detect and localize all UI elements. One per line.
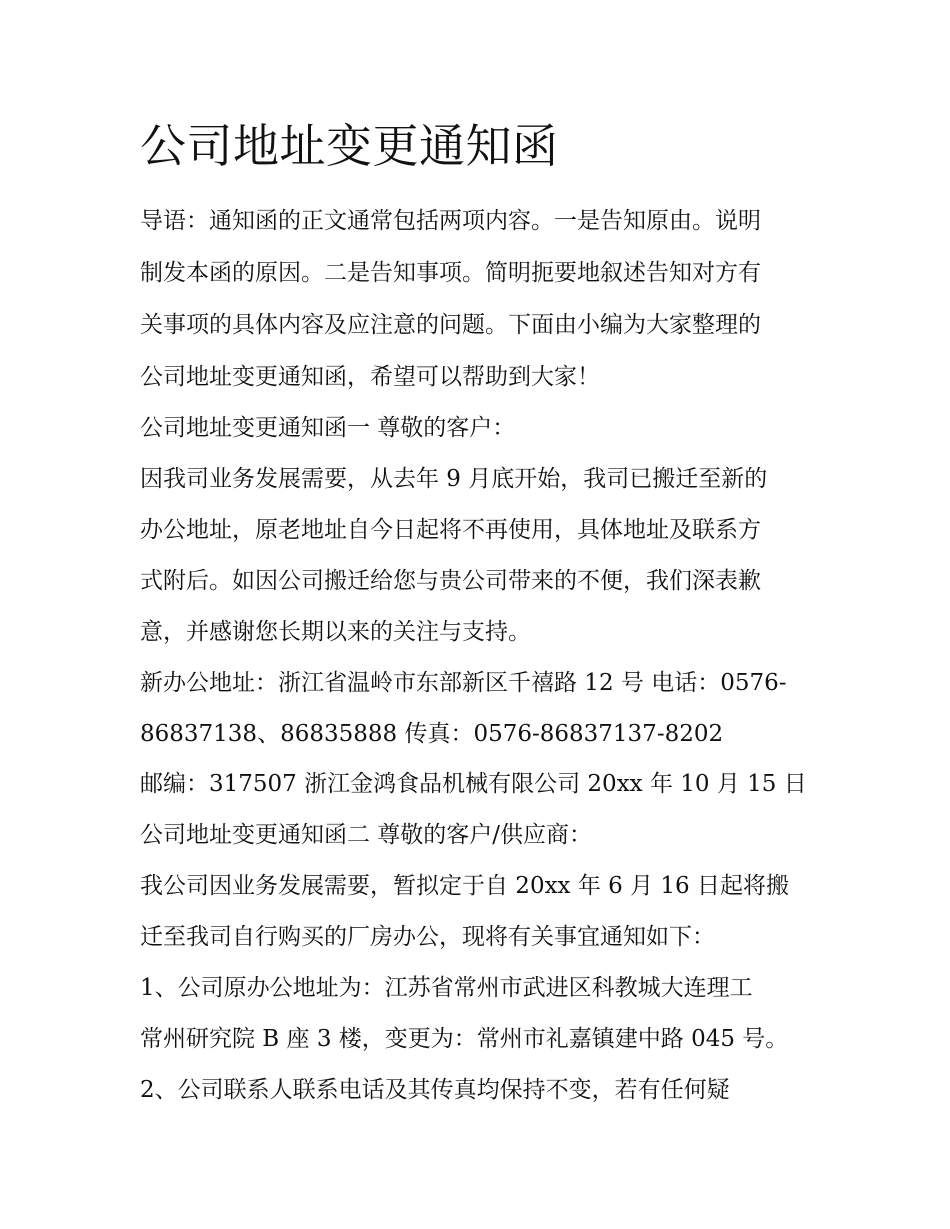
letter-one-body-line-2: 办公地址，原老地址自今日起将不再使用，具体地址及联系方 xyxy=(140,517,761,543)
intro-line-1: 导语：通知函的正文通常包括两项内容。一是告知原由。说明 xyxy=(140,208,761,234)
document-title: 公司地址变更通知函 xyxy=(140,119,559,173)
letter-one-body-line-4: 意，并感谢您长期以来的关注与支持。 xyxy=(140,619,531,645)
letter-one-heading: 公司地址变更通知函一 尊敬的客户： xyxy=(140,415,516,441)
letter-two-item-1-line-2: 常州研究院 B 座 3 楼，变更为：常州市礼嘉镇建中路 045 号。 xyxy=(140,1026,789,1052)
letter-one-body-line-3: 式附后。如因公司搬迁给您与贵公司带来的不便，我们深表歉 xyxy=(140,568,761,594)
letter-two-heading: 公司地址变更通知函二 尊敬的客户/供应商： xyxy=(140,822,593,848)
letter-one-signature-line: 邮编：317507 浙江金鸿食品机械有限公司 20xx 年 10 月 15 日 xyxy=(140,771,807,797)
letter-two-body-line-2: 迁至我司自行购买的厂房办公，现将有关事宜通知如下： xyxy=(140,924,715,950)
letter-two-item-2-line-1: 2、公司联系人联系电话及其传真均保持不变，若有任何疑 xyxy=(140,1077,730,1103)
letter-two-body-line-1: 我公司因业务发展需要，暂拟定于自 20xx 年 6 月 16 日起将搬 xyxy=(140,873,789,899)
intro-line-4: 公司地址变更通知函，希望可以帮助到大家！ xyxy=(140,364,600,390)
letter-one-address-line: 新办公地址：浙江省温岭市东部新区千禧路 12 号 电话：0576- xyxy=(140,670,787,696)
letter-one-body-line-1: 因我司业务发展需要，从去年 9 月底开始，我司已搬迁至新的 xyxy=(140,466,768,492)
intro-line-3: 关事项的具体内容及应注意的问题。下面由小编为大家整理的 xyxy=(140,312,761,338)
intro-line-2: 制发本函的原因。二是告知事项。简明扼要地叙述告知对方有 xyxy=(140,260,761,286)
letter-two-item-1-line-1: 1、公司原办公地址为：江苏省常州市武进区科教城大连理工 xyxy=(140,975,753,1001)
letter-one-contact-line: 86837138、86835888 传真：0576-86837137-8202 xyxy=(140,721,724,747)
